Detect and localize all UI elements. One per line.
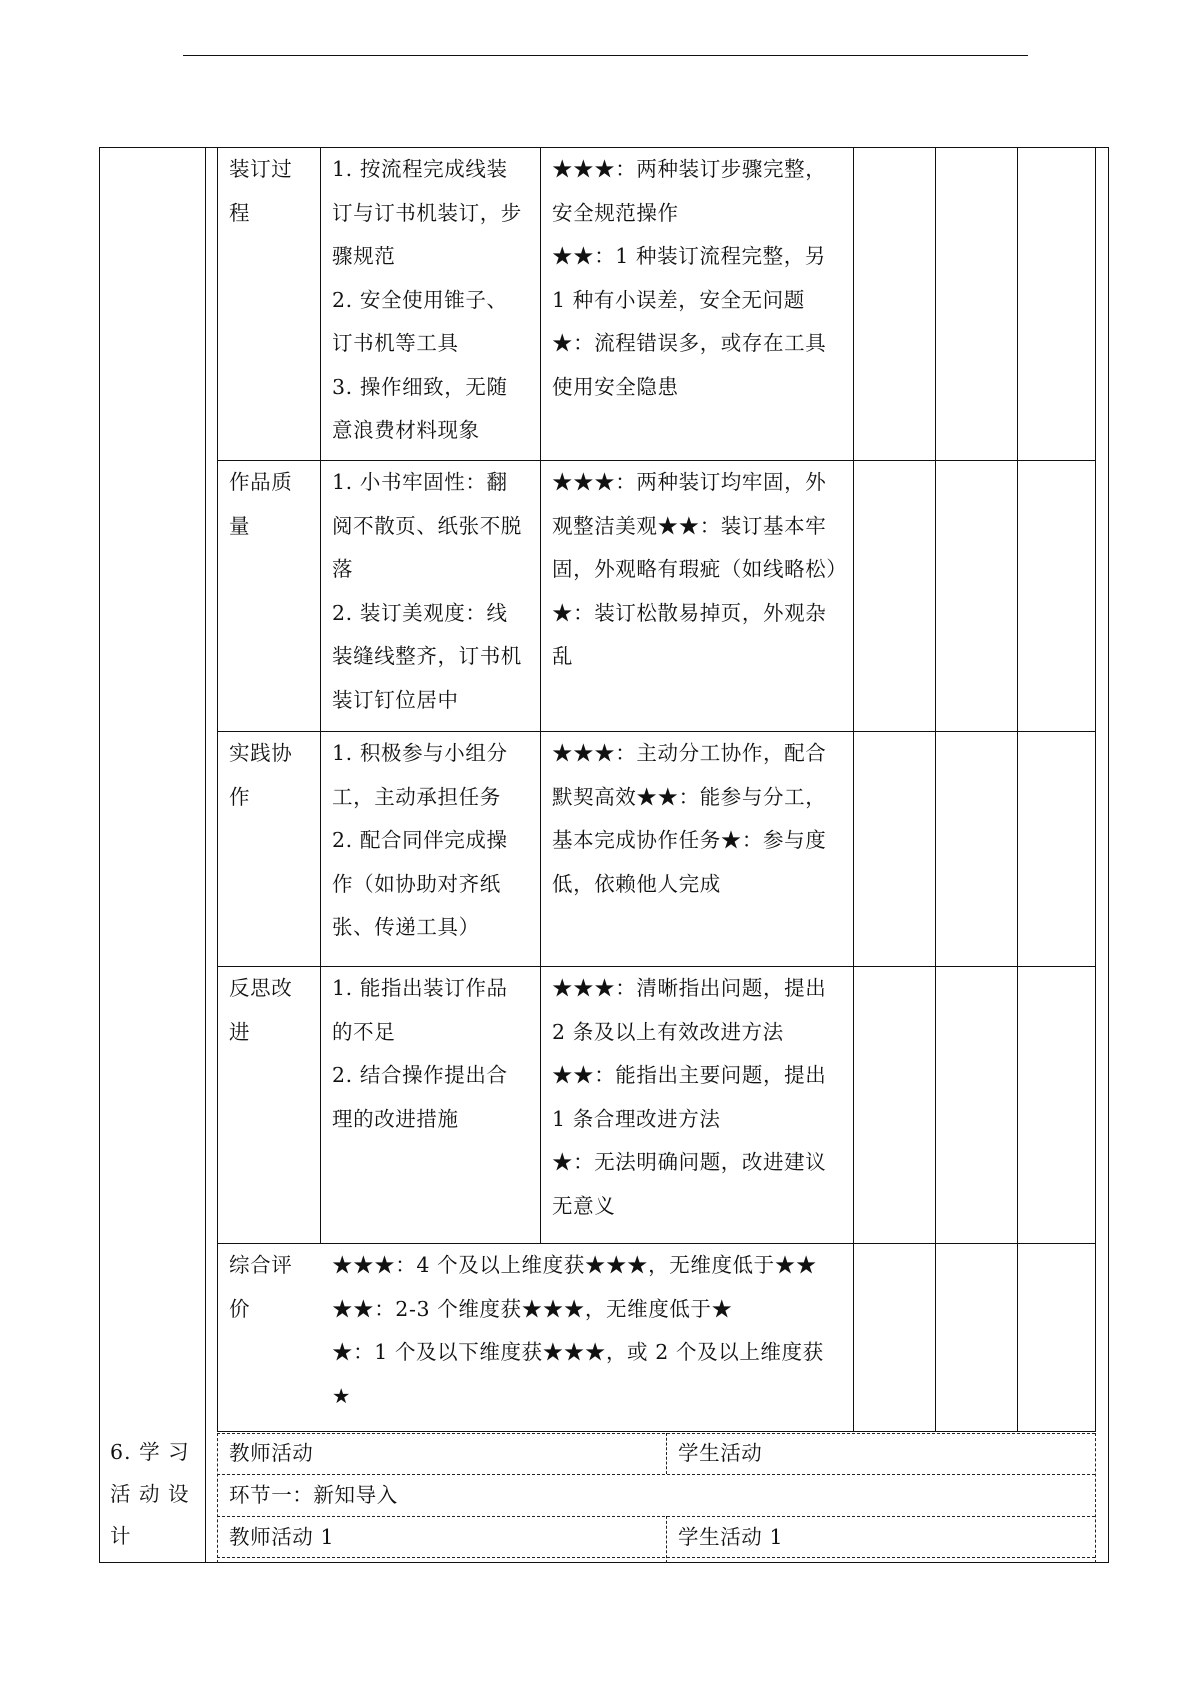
section-6-title: 6. 学 习 活 动 设 计	[110, 1440, 190, 1548]
criteria-cell: 1. 能指出装订作品 的不足 2. 结合操作提出合 理的改进措施	[332, 976, 508, 1131]
levels-cell: ★★★：两种装订均牢固，外 观整洁美观★★：装订基本牢 固，外观略有瑕疵（如线略松） ★：装订松散易掉页，外观杂 乱	[552, 470, 848, 668]
activity-dash-right	[1095, 1433, 1096, 1563]
criteria-cell: 1. 积极参与小组分 工，主动承担任务 2. 配合同伴完成操 作（如协助对齐纸 张、传递工具）	[332, 741, 508, 939]
levels-column-divider	[853, 147, 854, 1432]
student-activity-1: 学生活动 1	[678, 1525, 784, 1549]
left-column-divider-1	[205, 147, 206, 1563]
student-activity-header: 学生活动	[678, 1441, 763, 1465]
dimension-cell: 作品质 量	[229, 470, 293, 538]
teacher-activity-1: 教师活动 1	[229, 1525, 335, 1549]
levels-cell: ★★★：两种装订步骤完整， 安全规范操作 ★★：1 种装订流程完整，另 1 种有小误差，安全无问题 ★：流程错误多，或存在工具 使用安全隐患	[552, 157, 827, 399]
criteria-cell: 1. 按流程完成线装 订与订书机装订，步 骤规范 2. 安全使用锥子、 订书机等工具 3. 操作细致，无随 意浪费材料现象	[332, 157, 522, 442]
row-separator-5	[217, 1431, 1095, 1432]
score-column-divider-1	[935, 147, 936, 1432]
levels-cell: ★★★：主动分工协作，配合 默契高效★★：能参与分工， 基本完成协作任务★：参与度 低，依赖他人完成	[552, 741, 827, 896]
score-column-divider-3	[1095, 147, 1096, 1432]
levels-cell: ★★★：清晰指出问题，提出 2 条及以上有效改进方法 ★★：能指出主要问题，提出 1 条合理改进方法 ★：无法明确问题，改进建议 无意义	[552, 976, 827, 1218]
summary-dimension-cell: 综合评 价	[229, 1253, 293, 1321]
dimension-cell: 实践协 作	[229, 741, 293, 809]
dimension-cell: 装订过 程	[229, 157, 293, 225]
page-header-rule	[183, 55, 1028, 56]
score-column-divider-2	[1017, 147, 1018, 1432]
criteria-cell: 1. 小书牢固性：翻 阅不散页、纸张不脱 落 2. 装订美观度：线 装缝线整齐，订书机 装订钉位居中	[332, 470, 522, 712]
stage-1-title: 环节一：新知导入	[229, 1483, 398, 1507]
summary-levels-cell: ★★★：4 个及以上维度获★★★，无维度低于★★ ★★：2-3 个维度获★★★，无维度低于★ ★：1 个及以下维度获★★★，或 2 个及以上维度获 ★	[332, 1253, 824, 1408]
teacher-activity-header: 教师活动	[229, 1441, 314, 1465]
dimension-cell: 反思改 进	[229, 976, 293, 1044]
